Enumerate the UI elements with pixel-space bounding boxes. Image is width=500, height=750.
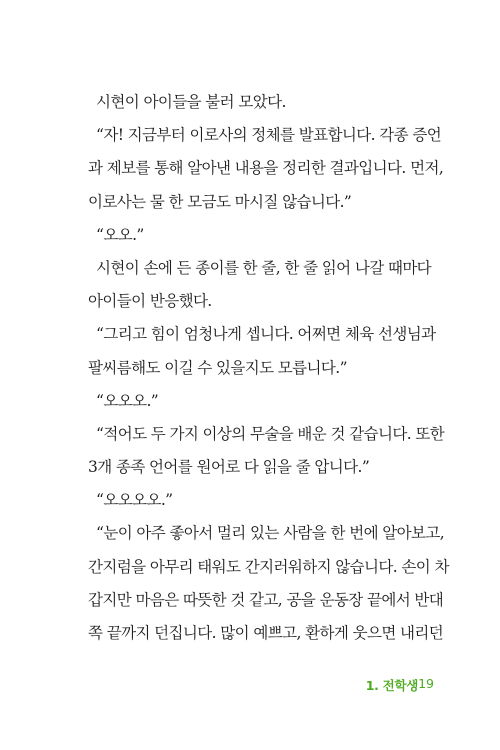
text-line: “오오.”: [96, 225, 144, 244]
text-line: “오오오오.”: [96, 491, 173, 510]
text-line: 과 제보를 통해 알아낸 내용을 정리한 결과입니다. 먼저,: [88, 159, 444, 178]
text-line: 팔씨름해도 이길 수 있을지도 모릅니다.”: [88, 358, 347, 377]
chapter-title: 1. 전학생: [365, 678, 418, 693]
text-line: 시현이 아이들을 불러 모았다.: [96, 93, 286, 111]
text-line: 이로사는 물 한 모금도 마시질 않습니다.”: [88, 192, 352, 211]
text-line: “적어도 두 가지 이상의 무술을 배운 것 같습니다. 또한: [96, 424, 445, 443]
text-line: 시현이 손에 든 종이를 한 줄, 한 줄 읽어 나갈 때마다: [96, 258, 432, 277]
text-line: “자! 지금부터 이로사의 정체를 발표합니다. 각종 증언: [96, 126, 442, 145]
text-line: 쪽 끝까지 던집니다. 많이 예쁘고, 환하게 웃으면 내리던: [88, 624, 444, 642]
page-footer: [0, 676, 500, 696]
text-line: 3개 종족 언어를 원어로 다 읽을 줄 압니다.”: [88, 458, 370, 477]
text-line: 갑지만 마음은 따뜻한 것 같고, 공을 운동장 끝에서 반대: [88, 590, 444, 609]
text-line: “그리고 힘이 엄청나게 셉니다. 어쩌면 체육 선생님과: [96, 325, 436, 344]
body-text: [88, 86, 449, 650]
text-line: “눈이 아주 좋아서 멀리 있는 사람을 한 번에 알아보고,: [96, 524, 445, 543]
text-line: “오오오.”: [96, 391, 159, 410]
text-line: 간지럼을 아무리 태워도 간지러워하지 않습니다. 손이 차: [88, 557, 449, 576]
text-line: 아이들이 반응했다.: [88, 292, 212, 311]
page-number: 19: [418, 676, 434, 691]
